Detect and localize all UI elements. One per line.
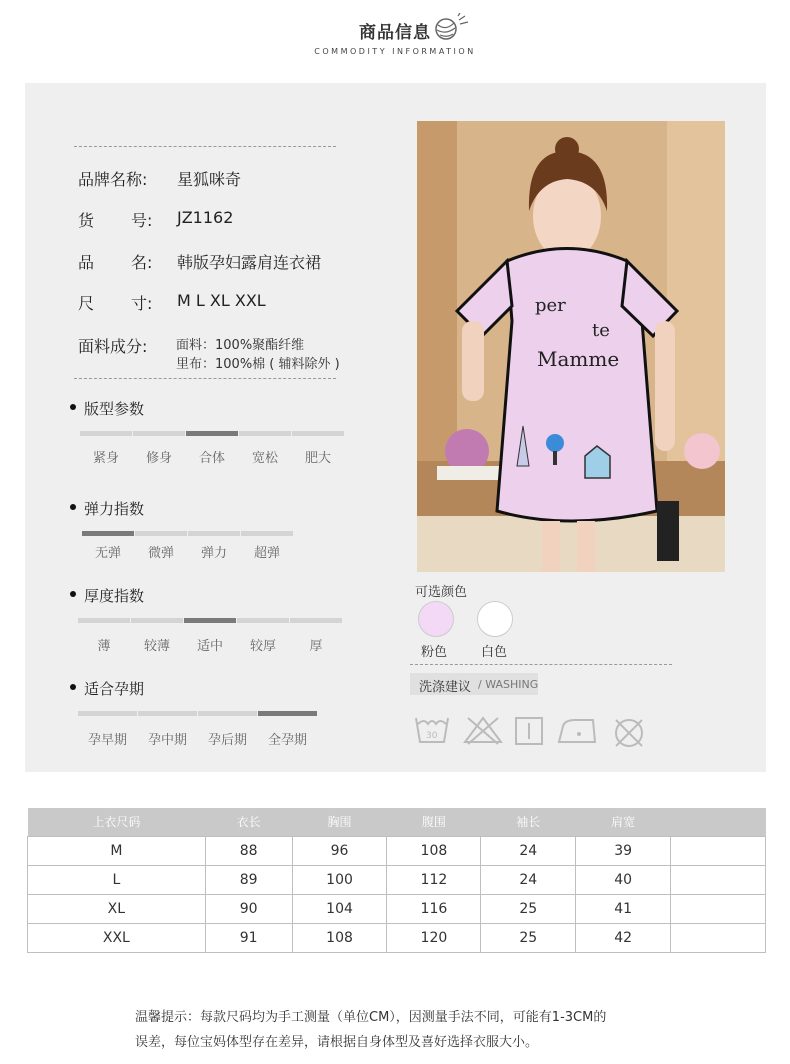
param-option-label: 宽松 [251,451,278,466]
param-option-label: 弹力 [200,546,227,561]
param-option-label: 肥大 [304,451,331,466]
washing-title: 洗涤建议 [419,680,472,695]
param-option-label: 修身 [145,451,172,466]
bullet-icon [70,404,76,410]
color-swatch-pink[interactable] [418,601,454,637]
shirt-print-te: te [592,320,610,341]
name-label-part1: 品 [78,253,95,272]
param-option-label: 厚 [309,639,323,654]
param-option-label: 孕早期 [87,733,127,748]
sku-label-part2: 号: [131,211,153,230]
table-row [28,836,766,865]
table-cell: L [28,865,206,894]
param-option-label: 微弹 [147,546,174,561]
table-cell: 39 [576,836,671,865]
color-swatch-white[interactable] [477,601,513,637]
divider [74,378,336,379]
param-option-label: 较薄 [143,639,170,654]
table-cell: 41 [576,894,671,923]
table-cell: 88 [205,836,292,865]
table-cell: 25 [481,894,576,923]
handbag [657,501,679,561]
brand-label: 品牌名称: [78,170,148,189]
param-scale-segment [78,618,130,623]
yarn-ball-icon [432,13,472,43]
model-illustration [417,121,725,572]
param-option-label: 薄 [97,639,111,654]
tree-print [546,434,564,452]
param-scale-segment [188,531,240,536]
table-cell: 112 [387,865,481,894]
param-option-label: 紧身 [92,451,119,466]
tumble-dry-icon [514,716,544,746]
param-scale-segment [78,711,137,716]
size-label-part1: 尺 [78,294,95,313]
tip-line-2: 误差，每位宝妈体型存在差异，请根据自身体型及喜好选择衣服大小。 [135,1035,539,1050]
param-scale-segment [184,618,236,623]
table-cell: 108 [387,836,481,865]
param-option-label: 孕后期 [207,733,247,748]
table-header-row [28,808,766,836]
param-scale-segment [80,431,132,436]
table-cell: M [28,836,206,865]
param-scale-segment [138,711,197,716]
param-scale-segment [198,711,257,716]
param-scale-segment [292,431,344,436]
param-scale-segment [135,531,187,536]
size-label-part2: 寸: [131,294,153,313]
size-tip [135,1005,695,1055]
table-cell [671,836,766,865]
product-photo [417,121,725,572]
table-cell: XL [28,894,206,923]
table-cell: 40 [576,865,671,894]
no-bleach-icon [462,714,504,746]
tip-line-1: 温馨提示：每款尺码均为手工测量（单位CM），因测量手法不同，可能有1-3CM的 [135,1010,607,1025]
table-cell: 116 [387,894,481,923]
param-scale-segment [239,431,291,436]
shirt-print-mamme: Mamme [537,347,620,371]
bullet-icon [70,591,76,597]
param-option-label: 较厚 [249,639,276,654]
table-row [28,894,766,923]
table-header-cell: 袖长 [481,808,576,836]
param-option-label: 合体 [198,451,225,466]
divider [74,146,336,147]
param-title: 版型参数 [84,400,145,418]
param-scale-segment [82,531,134,536]
name-label-part2: 名: [131,253,153,272]
table-cell [671,923,766,952]
table-header-cell: 腹围 [387,808,481,836]
param-option-label: 适中 [196,639,223,654]
color-options-title: 可选颜色 [415,585,468,600]
table-cell: 100 [292,865,387,894]
table-header-cell [671,808,766,836]
fabric-label: 面料成分: [78,337,148,356]
table-cell [671,894,766,923]
bullet-icon [70,684,76,690]
size-value: M L XL XXL [177,291,266,310]
no-dry-clean-icon [611,716,647,750]
table-header-cell: 胸围 [292,808,387,836]
table-row [28,865,766,894]
wash-30-icon [414,714,450,746]
table-cell: 96 [292,836,387,865]
washing-subtitle: / WASHING [478,678,539,691]
bullet-icon [70,504,76,510]
param-title: 弹力指数 [84,500,145,518]
brand-value: 星狐咪奇 [177,170,242,189]
color-label-white: 白色 [481,645,508,660]
sku-value: JZ1162 [177,208,234,227]
table-cell: 91 [205,923,292,952]
param-option-label: 超弹 [253,546,280,561]
fabric-line-2: 里布：100%棉 ( 辅料除外 ) [176,357,340,372]
table-row [28,923,766,952]
table-cell [671,865,766,894]
param-option-label: 全孕期 [267,733,307,748]
table-cell: 25 [481,923,576,952]
section-title: 商品信息 [359,23,431,43]
param-scale-segment [258,711,317,716]
iron-low-icon [555,716,599,746]
param-option-label: 无弹 [94,546,121,561]
param-scale-segment [133,431,185,436]
divider [410,664,672,665]
param-title: 适合孕期 [84,680,145,698]
table-cell: 90 [205,894,292,923]
param-scale-segment [290,618,342,623]
name-value: 韩版孕妇露肩连衣裙 [177,253,322,272]
table-cell: 42 [576,923,671,952]
wash-temp-text: 30 [426,731,438,741]
table-header-cell: 肩宽 [576,808,671,836]
color-label-pink: 粉色 [421,645,448,660]
table-cell: 24 [481,836,576,865]
teddy-bear [684,433,720,469]
param-title: 厚度指数 [84,587,145,605]
param-option-label: 孕中期 [147,733,187,748]
table-cell: 108 [292,923,387,952]
table-cell: 120 [387,923,481,952]
param-scale-segment [237,618,289,623]
shirt-print-per: per [535,295,566,316]
table-cell: 89 [205,865,292,894]
param-scale-segment [241,531,293,536]
section-subtitle: COMMODITY INFORMATION [314,47,476,56]
fabric-line-1: 面料：100%聚酯纤维 [176,338,305,353]
table-cell: XXL [28,923,206,952]
table-cell: 24 [481,865,576,894]
param-scale-segment [131,618,183,623]
param-scale-segment [186,431,238,436]
table-header-cell: 上衣尺码 [28,808,206,836]
table-cell: 104 [292,894,387,923]
size-table [27,808,766,953]
table-header-cell: 衣长 [205,808,292,836]
sku-label-part1: 货 [78,211,95,230]
